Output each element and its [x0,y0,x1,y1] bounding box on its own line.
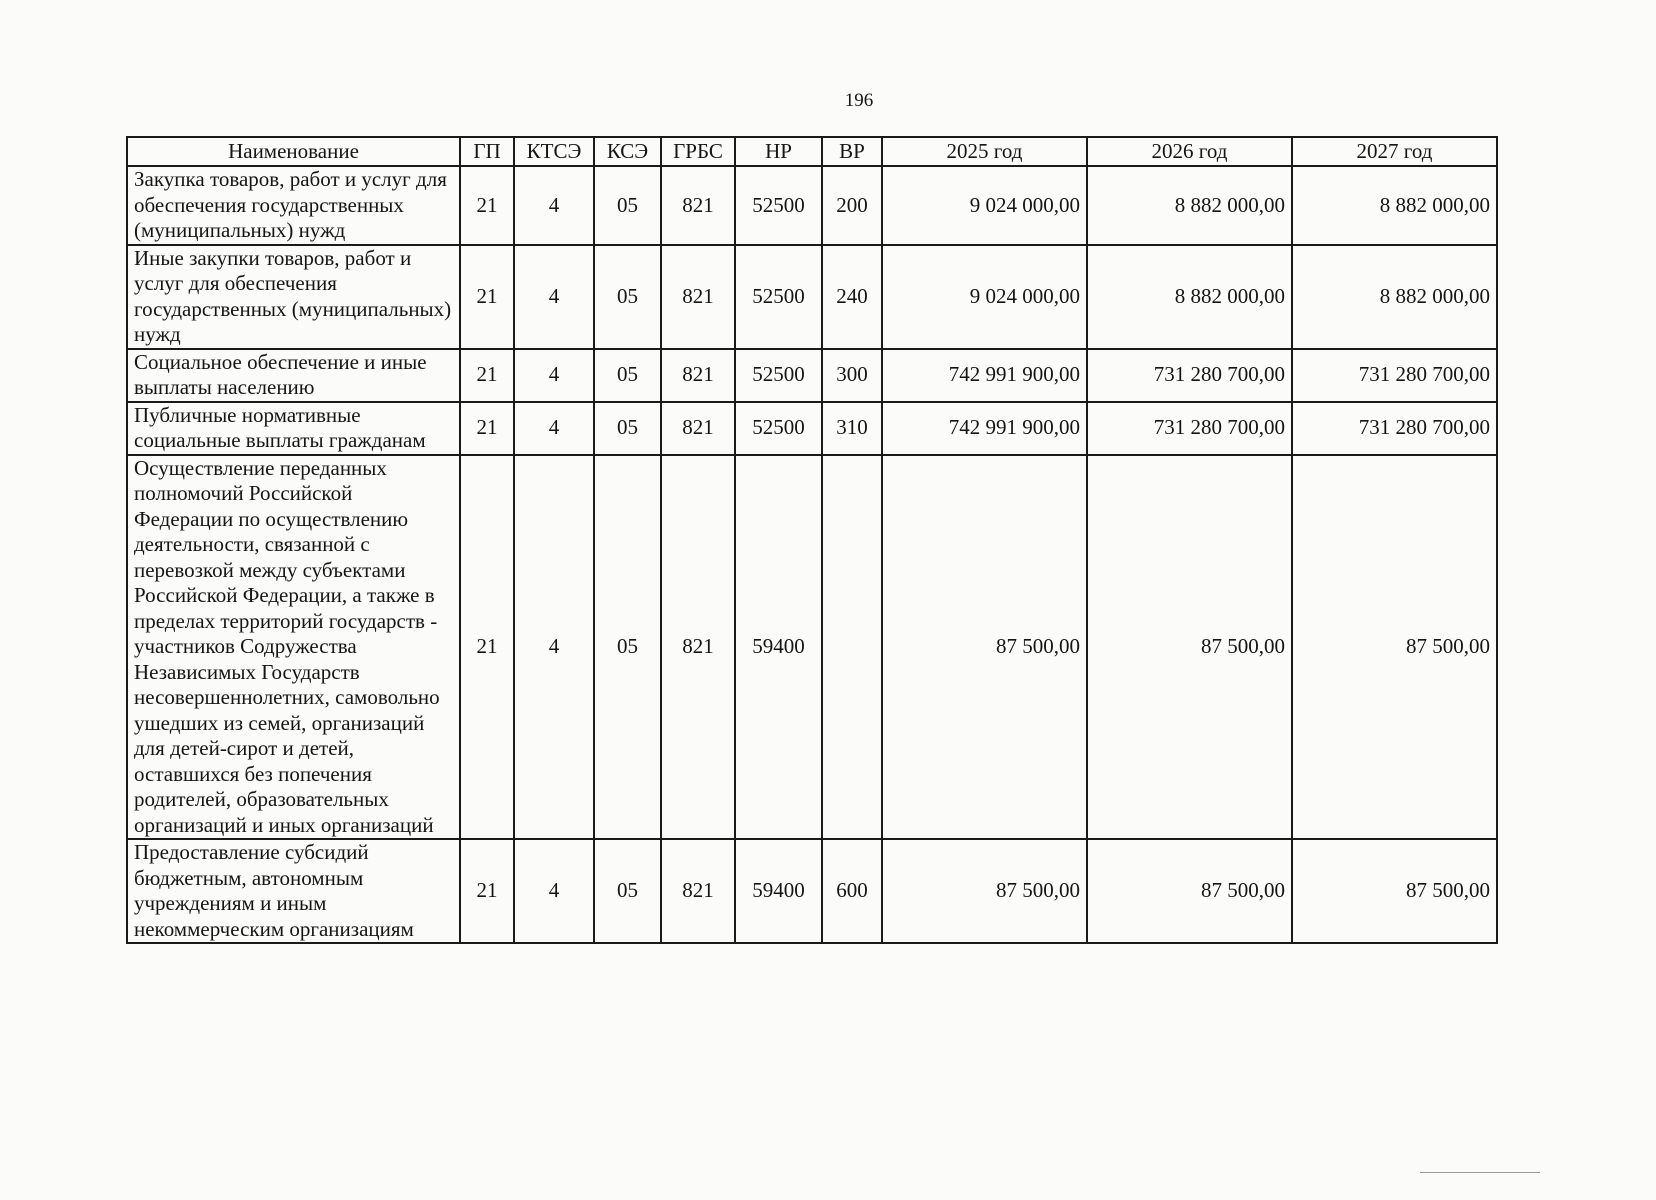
row-ktse: 4 [514,349,594,402]
row-kse: 05 [594,455,661,840]
table-header [127,137,1497,166]
row-nr: 59400 [735,839,822,943]
row-2025: 87 500,00 [882,455,1087,840]
row-gp: 21 [460,245,514,349]
row-2027: 731 280 700,00 [1292,349,1497,402]
row-2026: 87 500,00 [1087,455,1292,840]
row-grbs: 821 [661,245,735,349]
row-name: Публичные нормативные социальные выплаты гражданам [127,402,460,455]
row-kse: 05 [594,839,661,943]
header-grbs: ГРБС [661,137,735,166]
row-ktse: 4 [514,166,594,245]
row-grbs: 821 [661,402,735,455]
header-name: Наименование [127,137,460,166]
row-2027: 8 882 000,00 [1292,245,1497,349]
row-2027: 87 500,00 [1292,839,1497,943]
row-2026: 8 882 000,00 [1087,166,1292,245]
row-kse: 05 [594,166,661,245]
row-2027: 8 882 000,00 [1292,166,1497,245]
row-vr: 200 [822,166,882,245]
row-vr [822,455,882,840]
table-row [127,455,1497,840]
header-ktse: КТСЭ [514,137,594,166]
row-grbs: 821 [661,455,735,840]
row-2027: 731 280 700,00 [1292,402,1497,455]
header-2026: 2026 год [1087,137,1292,166]
table-body [127,166,1497,943]
row-2026: 731 280 700,00 [1087,349,1292,402]
row-2027: 87 500,00 [1292,455,1497,840]
row-ktse: 4 [514,455,594,840]
row-2025: 742 991 900,00 [882,349,1087,402]
header-vr: ВР [822,137,882,166]
row-vr: 300 [822,349,882,402]
row-ktse: 4 [514,839,594,943]
row-vr: 310 [822,402,882,455]
row-kse: 05 [594,349,661,402]
row-nr: 52500 [735,349,822,402]
budget-table [126,136,1498,944]
row-grbs: 821 [661,166,735,245]
row-ktse: 4 [514,245,594,349]
table-row [127,245,1497,349]
row-gp: 21 [460,349,514,402]
row-2025: 9 024 000,00 [882,166,1087,245]
header-2025: 2025 год [882,137,1087,166]
row-nr: 52500 [735,166,822,245]
row-grbs: 821 [661,839,735,943]
row-nr: 59400 [735,455,822,840]
row-2025: 9 024 000,00 [882,245,1087,349]
scan-mark-line [1420,1172,1540,1173]
row-2025: 87 500,00 [882,839,1087,943]
row-vr: 240 [822,245,882,349]
row-2026: 8 882 000,00 [1087,245,1292,349]
row-nr: 52500 [735,402,822,455]
page-number: 196 [844,90,874,111]
row-gp: 21 [460,839,514,943]
row-ktse: 4 [514,402,594,455]
row-gp: 21 [460,455,514,840]
row-name: Закупка товаров, работ и услуг для обеспечения государственных (муниципальных) нужд [127,166,460,245]
row-kse: 05 [594,402,661,455]
row-2025: 742 991 900,00 [882,402,1087,455]
table-row [127,839,1497,943]
row-name: Предоставление субсидий бюджетным, автономным учреждениям и иным некоммерческим организациям [127,839,460,943]
row-grbs: 821 [661,349,735,402]
row-name: Социальное обеспечение и иные выплаты населению [127,349,460,402]
row-gp: 21 [460,402,514,455]
header-row [127,137,1497,166]
table-row [127,349,1497,402]
table-row [127,166,1497,245]
row-name: Осуществление переданных полномочий Российской Федерации по осуществлению деятельности, связанной с перевозкой между субъектами Российской Федерации, а также в пределах территорий государств - участников Содружества Независимых Государств несовершеннолетних, самовольно ушедших из семей, организаций для детей-сирот и детей, оставшихся без попечения родителей, образовательных организаций и иных организаций [127,455,460,840]
row-name: Иные закупки товаров, работ и услуг для обеспечения государственных (муниципальных) нужд [127,245,460,349]
row-gp: 21 [460,166,514,245]
header-2027: 2027 год [1292,137,1497,166]
table-row [127,402,1497,455]
row-2026: 87 500,00 [1087,839,1292,943]
header-gp: ГП [460,137,514,166]
header-kse: КСЭ [594,137,661,166]
row-nr: 52500 [735,245,822,349]
header-nr: НР [735,137,822,166]
row-vr: 600 [822,839,882,943]
row-2026: 731 280 700,00 [1087,402,1292,455]
row-kse: 05 [594,245,661,349]
